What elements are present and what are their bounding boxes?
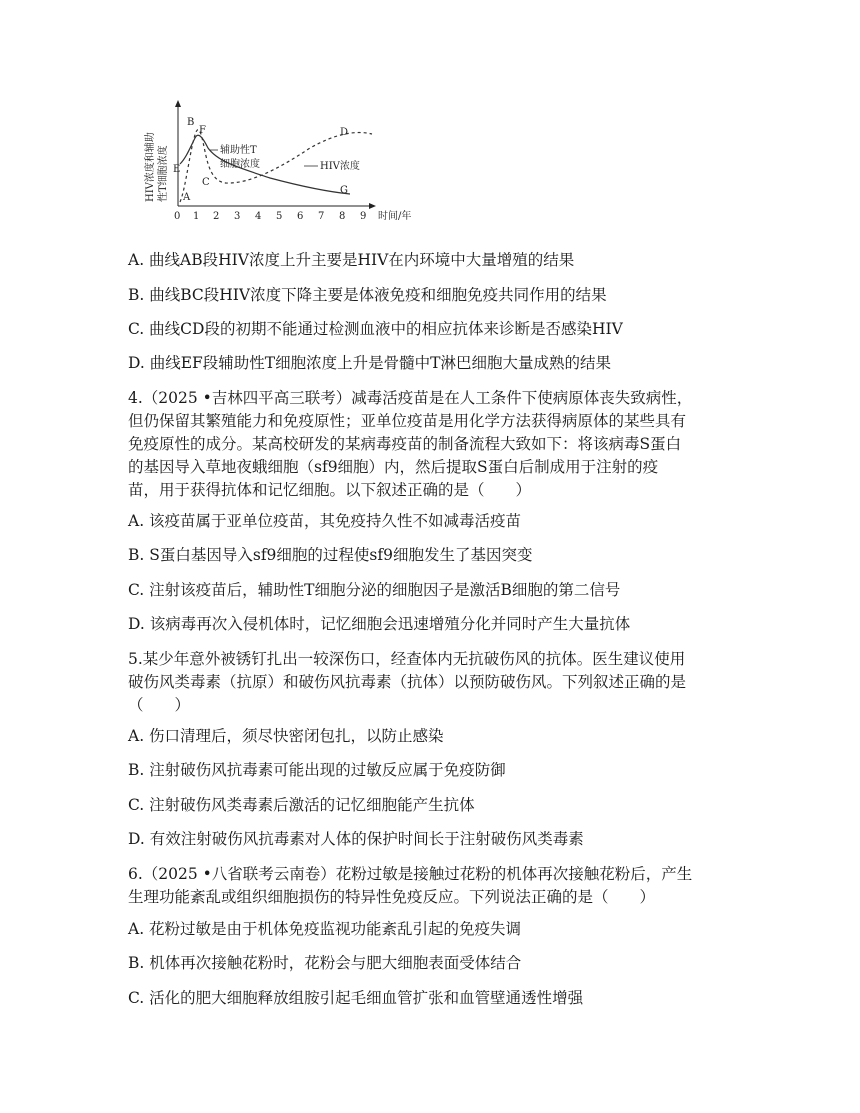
q5-option-b: B. 注射破伤风抗毒素可能出现的过敏反应属于免疫防御 bbox=[128, 761, 506, 779]
x-axis-arrow bbox=[369, 203, 376, 209]
x-tick-7: 7 bbox=[318, 211, 325, 222]
point-label-a: A bbox=[183, 192, 191, 203]
q5-option-d: D. 有效注射破伤风抗毒素对人体的保护时间长于注射破伤风类毒素 bbox=[128, 830, 584, 848]
tcell-label-line2: 细胞浓度 bbox=[220, 159, 260, 170]
q4-stem-line-5: 苗，用于获得抗体和记忆细胞。以下叙述正确的是（ ） bbox=[128, 481, 532, 499]
x-tick-1: 1 bbox=[193, 211, 200, 222]
hiv-tcell-graph bbox=[140, 98, 430, 228]
x-tick-3: 3 bbox=[234, 211, 241, 222]
x-tick-6: 6 bbox=[297, 211, 304, 222]
q4-option-c: C. 注射该疫苗后，辅助性T细胞分泌的细胞因子是激活B细胞的第二信号 bbox=[128, 581, 621, 599]
q4-stem-line-4: 的基因导入草地夜蛾细胞（sf9细胞）内，然后提取S蛋白后制成用于注射的疫 bbox=[128, 458, 659, 476]
q6-option-c: C. 活化的肥大细胞释放组胺引起毛细血管扩张和血管壁通透性增强 bbox=[128, 989, 584, 1007]
x-tick-9: 9 bbox=[360, 211, 367, 222]
q3-option-b: B. 曲线BC段HIV浓度下降主要是体液免疫和细胞免疫共同作用的结果 bbox=[128, 286, 607, 304]
q4-stem-line-3: 免疫原性的成分。某高校研发的某病毒疫苗的制备流程大致如下：将该病毒S蛋白 bbox=[128, 435, 682, 453]
q6-stem-line-1: 6.（2025 •八省联考云南卷）花粉过敏是接触过花粉的机体再次接触花粉后，产生 bbox=[128, 865, 693, 883]
q4-option-b: B. S蛋白基因导入sf9细胞的过程使sf9细胞发生了基因突变 bbox=[128, 546, 533, 564]
origin-label: 0 bbox=[174, 211, 181, 222]
q6-option-b: B. 机体再次接触花粉时，花粉会与肥大细胞表面受体结合 bbox=[128, 954, 522, 972]
x-tick-4: 4 bbox=[255, 211, 262, 222]
x-tick-5: 5 bbox=[276, 211, 283, 222]
q3-option-c: C. 曲线CD段的初期不能通过检测血液中的相应抗体来诊断是否感染HIV bbox=[128, 320, 623, 338]
y-axis-label-line1: HIV浓度和辅助 bbox=[145, 132, 156, 202]
point-label-f: F bbox=[199, 125, 206, 136]
x-axis-label: 时间/年 bbox=[378, 211, 412, 222]
hiv-tcell-figure bbox=[140, 98, 430, 228]
y-axis-arrow bbox=[175, 100, 181, 107]
point-label-c: C bbox=[202, 177, 210, 188]
q4-stem-line-1: 4.（2025 •吉林四平高三联考）减毒活疫苗是在人工条件下使病原体丧失致病性， bbox=[128, 389, 693, 407]
y-axis-label-line2: 性T细胞浓度 bbox=[158, 145, 169, 202]
point-label-e: E bbox=[173, 164, 181, 175]
x-tick-2: 2 bbox=[213, 211, 220, 222]
q5-stem-line-3: （ ） bbox=[128, 696, 191, 714]
q3-option-d: D. 曲线EF段辅助性T细胞浓度上升是骨髓中T淋巴细胞大量成熟的结果 bbox=[128, 354, 611, 372]
point-label-d: D bbox=[340, 127, 349, 138]
q5-stem-line-1: 5.某少年意外被锈钉扎出一较深伤口，经查体内无抗破伤风的抗体。医生建议使用 bbox=[128, 650, 686, 668]
x-tick-8: 8 bbox=[339, 211, 346, 222]
q5-stem-line-2: 破伤风类毒素（抗原）和破伤风抗毒素（抗体）以预防破伤风。下列叙述正确的是 bbox=[128, 673, 687, 691]
tcell-label-line1: 辅助性T bbox=[220, 145, 257, 156]
point-label-b: B bbox=[187, 117, 195, 128]
q4-stem-line-2: 但仍保留其繁殖能力和免疫原性；亚单位疫苗是用化学方法获得病原体的某些具有 bbox=[128, 412, 687, 430]
q4-option-d: D. 该病毒再次入侵机体时，记忆细胞会迅速增殖分化并同时产生大量抗体 bbox=[128, 615, 631, 633]
q5-option-c: C. 注射破伤风类毒素后激活的记忆细胞能产生抗体 bbox=[128, 796, 475, 814]
hiv-label: HIV浓度 bbox=[320, 161, 360, 172]
q6-option-a: A. 花粉过敏是由于机体免疫监视功能紊乱引起的免疫失调 bbox=[128, 920, 522, 938]
q6-stem-line-2: 生理功能紊乱或组织细胞损伤的特异性免疫反应。下列说法正确的是（ ） bbox=[128, 888, 656, 906]
q3-option-a: A. 曲线AB段HIV浓度上升主要是HIV在内环境中大量增殖的结果 bbox=[128, 251, 575, 269]
q4-option-a: A. 该疫苗属于亚单位疫苗，其免疫持久性不如减毒活疫苗 bbox=[128, 512, 522, 530]
q5-option-a: A. 伤口清理后，须尽快密闭包扎，以防止感染 bbox=[128, 727, 444, 745]
point-label-g: G bbox=[340, 185, 348, 196]
